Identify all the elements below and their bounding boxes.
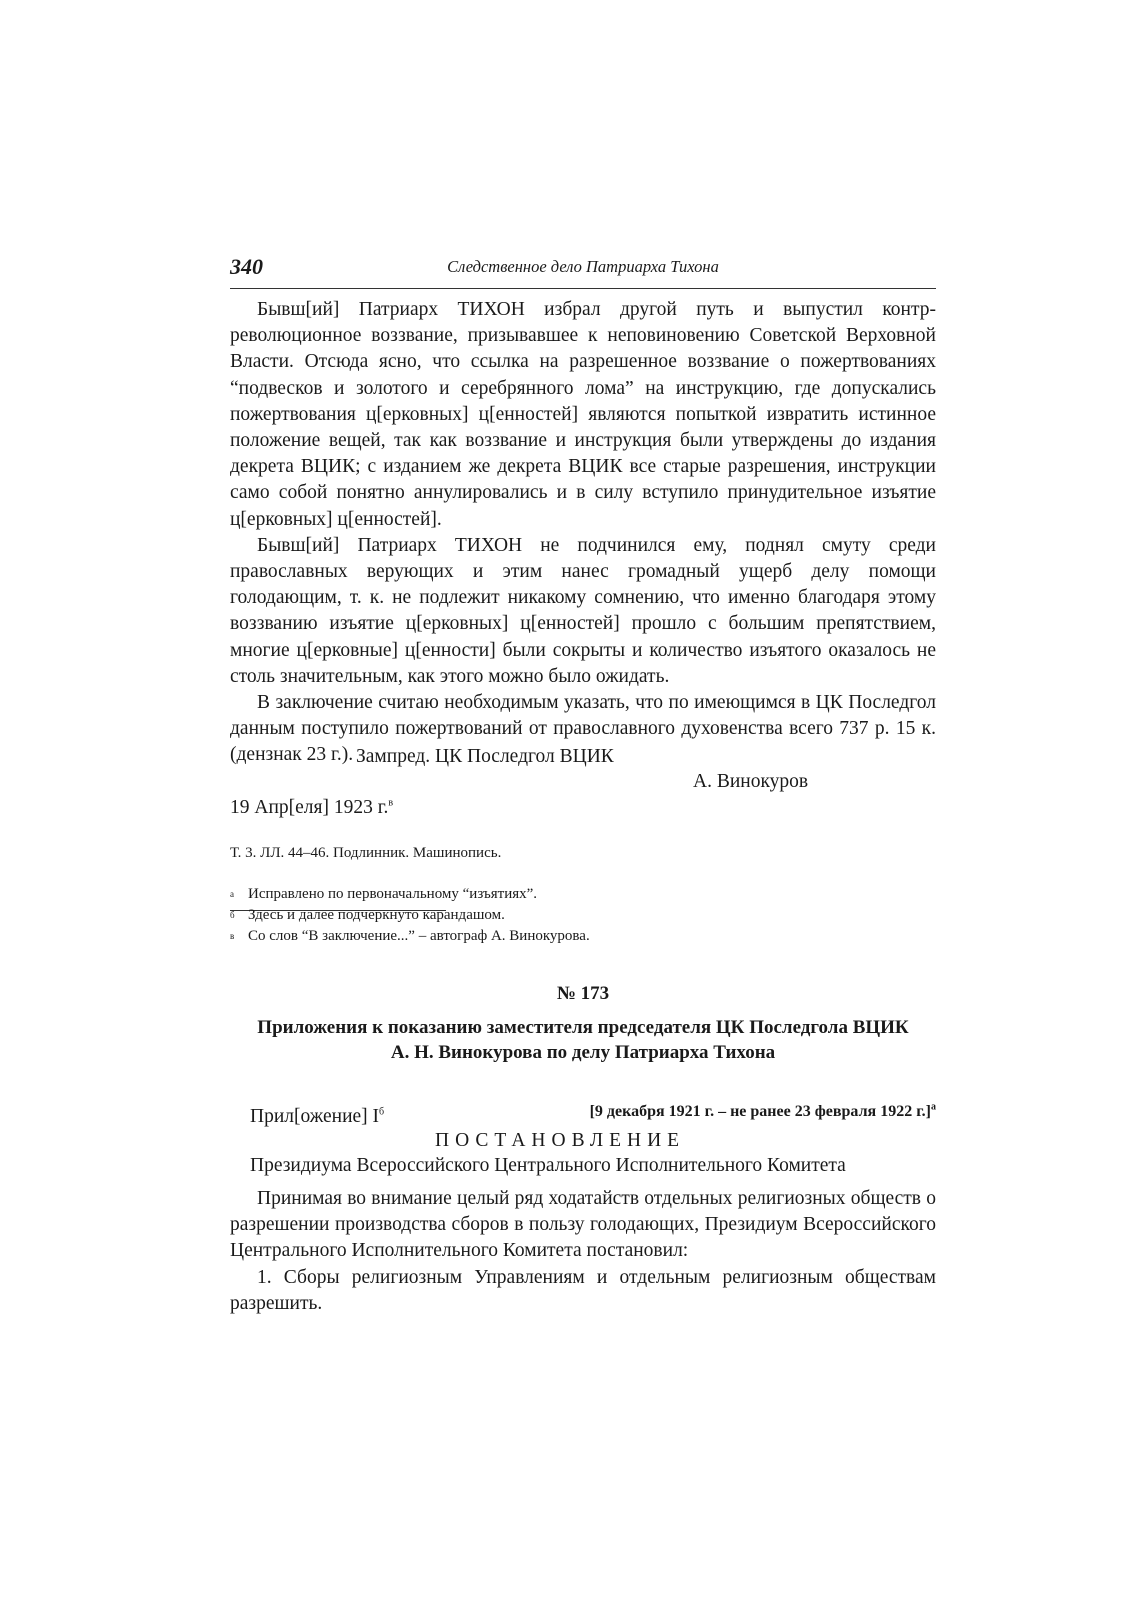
letter-body: [230, 297, 936, 769]
footnote-ref: а: [931, 1101, 936, 1113]
page-header: [230, 254, 936, 289]
signatory-name: А. Винокуров: [693, 771, 809, 792]
resolution-heading: ПОСТАНОВЛЕНИЕ: [435, 1130, 686, 1151]
footnote-ref: б: [379, 1106, 385, 1118]
resolution-paragraph-2: 1. Сборы религиозным Управлениям и отдельным религиозным обществам разрешить.: [230, 1266, 936, 1314]
source-note: Т. 3. ЛЛ. 44–46. Подлинник. Машинопись.: [230, 845, 502, 861]
body-paragraph-2: Бывш[ий] Патриарх ТИХОН не подчинился ему, поднял смуту среди православных верующих и этим нанес громадный ущерб делу помощи голодающим, т. к. не подлежит никакому сомнению, что именно благодаря этому воззванию изъятие ц[ерковных] ц[енностей] прошло с большим препятствием, многие ц[ерковные] ц[енности] были сокрыты и количество изъятого оказалось не столь значительным, как этого можно было ожидать.: [230, 534, 936, 687]
footnote-item: а Исправлено по первоначальному “изъятиях”.: [230, 886, 538, 902]
document-title-line-2: А. Н. Винокурова по делу Патриарха Тихона: [390, 1042, 776, 1063]
appendix-label: Прил[ожение] $I^б$: [250, 1106, 385, 1127]
footnote-item: б Здесь и далее подчеркнуто карандашом.: [230, 907, 505, 923]
footnote-item: в Со слов “В заключение...” – автограф А. Винокурова.: [230, 928, 590, 944]
page-number: 340: [230, 254, 263, 279]
signatory-position: Зампред. ЦК Последгол ВЦИК: [356, 746, 614, 767]
document-title-line-1: Приложения к показанию заместителя председателя ЦК Последгола ВЦИК: [257, 1017, 909, 1038]
resolution-body: [230, 1186, 936, 1317]
resolution-paragraph-1: Принимая во внимание целый ряд ходатайств отдельных религиозных обществ о разрешении производства сборов в пользу голодающих, Президиум Всероссийского Центрального Исполнительного Комитета постановил:: [230, 1188, 936, 1262]
letter-date: 19 Апр[еля] 1923 г.$^в$: [230, 797, 394, 818]
body-paragraph-1: Бывш[ий] Патриарх ТИХОН избрал другой путь и выпустил контр-революционное воззвание, призывавшее к неповиновению Советской Верховной Власти. Отсюда ясно, что ссылка на разрешенное воззвание о пожертвованиях “подвесков и золотого и серебрянного лома” на инструкцию, где допускались пожертвования ц[ерковных] ц[енностей] являются попыткой извратить истинное положение вещей, так как воззвание и инструкция были утверждены до издания декрета ВЦИК; с изданием же декрета ВЦИК все старые разрешения, инструкции само собой понятно аннулировались и в силу вступило принудительное изъятие ц[ерковных] ц[енностей].: [230, 299, 936, 530]
document-number: № 173: [556, 983, 610, 1004]
resolution-subheading: Президиума Всероссийского Центрального Исполнительного Комитета: [250, 1155, 846, 1176]
running-title: Следственное дело Патриарха Тихона: [447, 257, 719, 276]
body-paragraph-3: В заключение считаю необходимым указать, что по имеющимся в ЦК Последгол данным поступило пожертвований от православного духовенства всего 737 р. 15 к. (дензнак 23 г.).: [230, 692, 936, 766]
footnote-ref: в: [388, 797, 394, 809]
document-date-range: [9 декабря 1921 г. – не ранее 23 февраля 1922 г.]$^а$: [589, 1101, 936, 1120]
